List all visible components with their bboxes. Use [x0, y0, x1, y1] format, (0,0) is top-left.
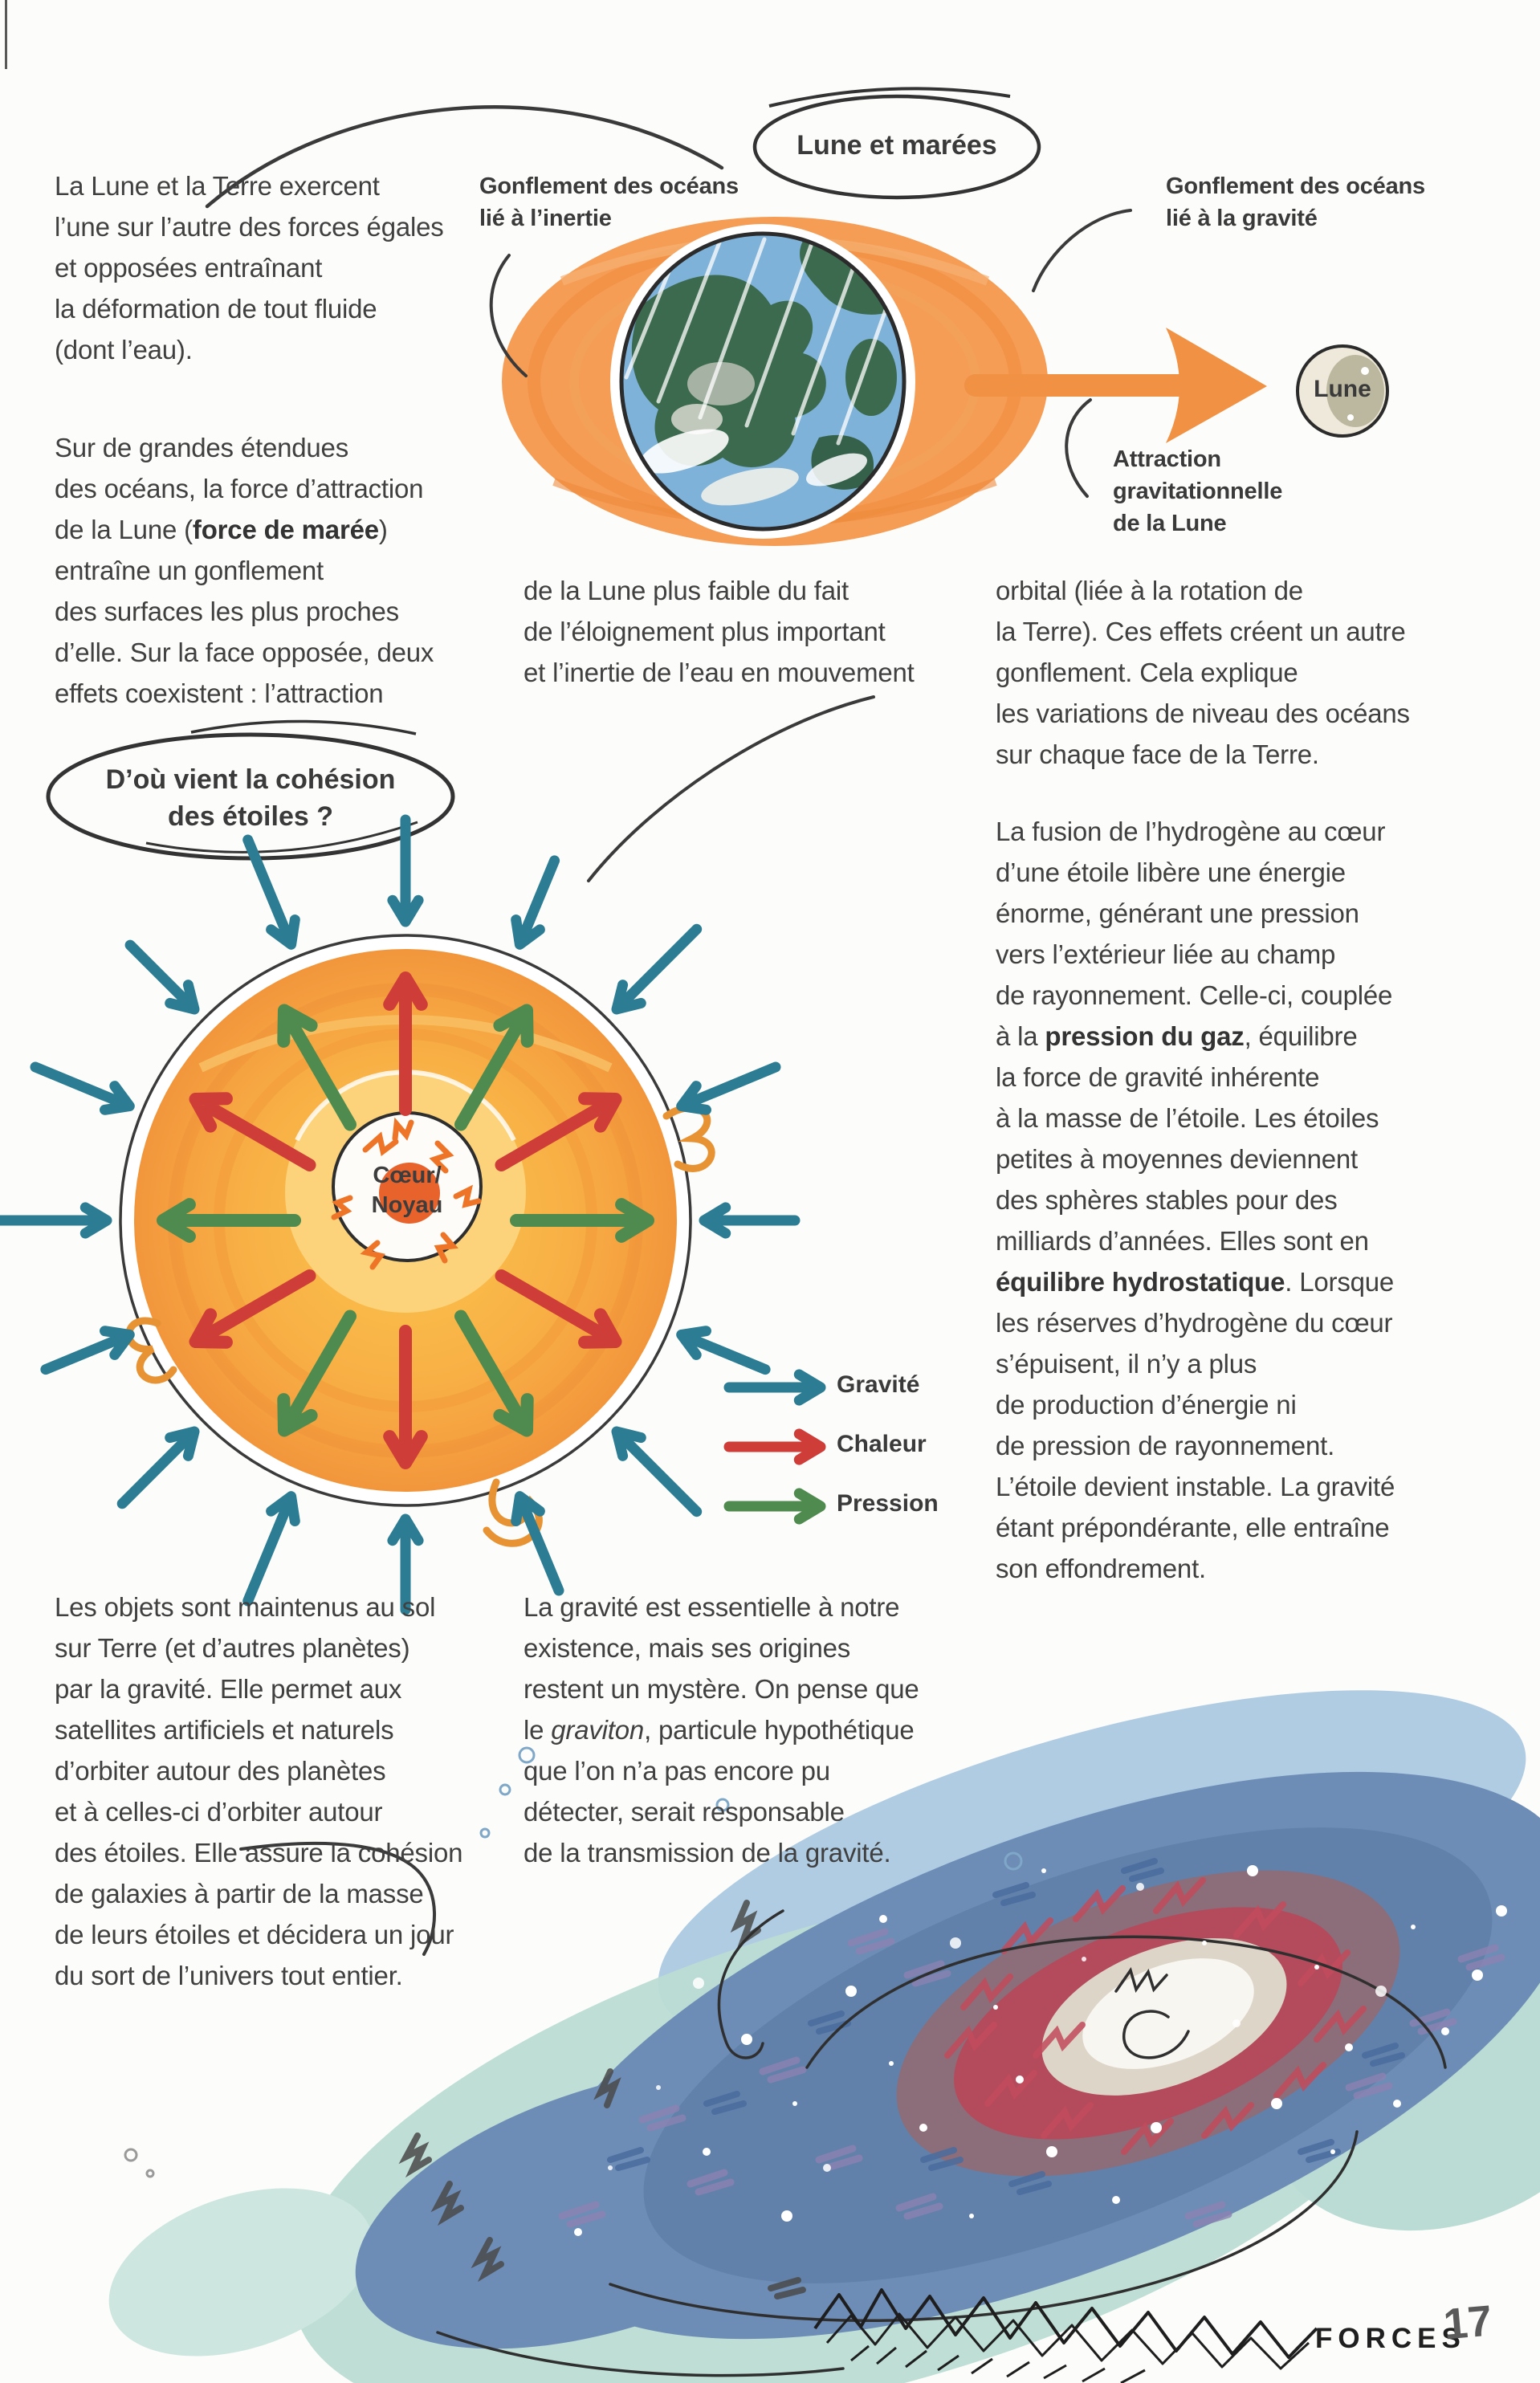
text-line: Cœur/	[373, 1163, 442, 1188]
text-line: des surfaces les plus proches	[55, 597, 399, 626]
star-dot	[919, 2124, 927, 2132]
text-line: s’épuisent, il n’y a plus	[996, 1349, 1257, 1379]
text-line: son effondrement.	[996, 1554, 1207, 1583]
arrow	[35, 1067, 129, 1110]
star-dot	[1441, 2027, 1449, 2035]
text-line: la Terre). Ces effets créent un autre	[996, 617, 1406, 646]
star-dot	[1112, 2196, 1120, 2204]
text-line: D’où vient la cohésion	[105, 764, 396, 795]
gravity-mid-paragraph	[524, 1587, 919, 1873]
text-line: Sur de grandes étendues	[55, 433, 349, 462]
arrow	[729, 1375, 821, 1400]
text-line: d’une étoile libère une énergie	[996, 857, 1346, 887]
text-line: de la transmission de la gravité.	[524, 1838, 891, 1868]
star-section-swoosh-line	[589, 697, 874, 881]
text-line: que l’on n’a pas encore pu	[524, 1756, 830, 1786]
text-line: effets coexistent : l’attraction	[55, 678, 384, 708]
text-line: à la pression du gaz, équilibre	[996, 1021, 1358, 1051]
text-line: (dont l’eau).	[55, 335, 193, 365]
star-dot	[1375, 1986, 1387, 1997]
text-line: Gonflement des océans	[1166, 173, 1425, 199]
text-line: de leurs étoiles et décidera un jour	[55, 1920, 454, 1949]
arrow	[704, 1208, 795, 1233]
star-dot	[741, 2034, 752, 2045]
text-line: les variations de niveau des océans	[996, 699, 1410, 728]
text-line: des étoiles. Elle assure la cohésion	[55, 1838, 463, 1868]
text-line: de la Lune plus faible du fait	[524, 576, 849, 605]
arrow	[393, 820, 418, 922]
text-line: de galaxies à partir de la masse	[55, 1879, 424, 1908]
star-dot	[703, 2148, 711, 2156]
gravity-label-connector	[1033, 210, 1131, 291]
legend-label-gravity: Gravité	[837, 1371, 920, 1398]
tiny-circle-doodles	[125, 2149, 153, 2177]
tides-left-column	[55, 427, 434, 714]
arrow	[248, 1497, 295, 1601]
star-dot	[950, 1937, 961, 1949]
stars-question	[48, 761, 453, 835]
label-attraction	[1113, 443, 1282, 540]
label-inertia	[479, 170, 739, 234]
text-line: et l’inertie de l’eau en mouvement	[524, 658, 915, 687]
text-line: lié à la gravité	[1166, 206, 1318, 231]
text-line: entraîne un gonflement	[55, 556, 324, 585]
star-dot	[1082, 1957, 1086, 1961]
text-line: L’étoile devient instable. La gravité	[996, 1472, 1395, 1501]
star-dot	[879, 1915, 887, 1923]
text-line: vers l’extérieur liée au champ	[996, 939, 1336, 969]
text-line: le graviton, particule hypothétique	[524, 1715, 915, 1745]
arrow	[617, 929, 697, 1009]
text-line: de pression de rayonnement.	[996, 1431, 1335, 1460]
text-line: La fusion de l’hydrogène au cœur	[996, 817, 1386, 846]
label-gravity	[1166, 170, 1425, 234]
text-line: la déformation de tout fluide	[55, 294, 377, 324]
moon-label: Lune	[1314, 376, 1371, 402]
text-line: des étoiles ?	[168, 801, 333, 832]
text-line: et à celles-ci d’orbiter autour	[55, 1797, 383, 1827]
star-dot	[845, 1986, 857, 1997]
star-dot	[693, 1978, 704, 1989]
star-dot	[1330, 2149, 1335, 2154]
tides-title: Lune et marées	[796, 130, 997, 161]
arrow	[729, 1434, 821, 1460]
star-dot	[993, 2005, 998, 2010]
text-line: des sphères stables pour des	[996, 1185, 1338, 1215]
text-line: petites à moyennes deviennent	[996, 1144, 1359, 1174]
star-dot	[1411, 1925, 1416, 1929]
text-line: satellites artificiels et naturels	[55, 1715, 394, 1745]
text-line: sur Terre (et d’autres planètes)	[55, 1633, 410, 1663]
arrow	[516, 861, 555, 944]
text-line: les réserves d’hydrogène du cœur	[996, 1308, 1393, 1338]
text-line: l’une sur l’autre des forces égales	[55, 212, 444, 242]
star-dot	[1151, 2122, 1162, 2133]
text-line: la force de gravité inhérente	[996, 1062, 1320, 1092]
gravity-left-paragraph	[55, 1587, 462, 1996]
text-line: Gonflement des océans	[479, 173, 739, 199]
star-dot	[574, 2228, 582, 2236]
text-line: des océans, la force d’attraction	[55, 474, 424, 503]
star-dot	[781, 2210, 792, 2222]
text-line: de la Lune (force de marée)	[55, 515, 388, 544]
text-line: de l’éloignement plus important	[524, 617, 886, 646]
text-line: d’orbiter autour des planètes	[55, 1756, 386, 1786]
scan-edge-mark	[5, 0, 7, 69]
tides-right-column	[996, 570, 1410, 775]
star-dot	[608, 2165, 613, 2170]
star-dot	[1345, 2043, 1353, 2051]
legend-label-pressure: Pression	[837, 1490, 939, 1517]
stars-paragraph	[996, 811, 1395, 1589]
text-line: orbital (liée à la rotation de	[996, 576, 1303, 605]
arrow	[617, 1432, 697, 1512]
text-line: de production d’énergie ni	[996, 1390, 1297, 1420]
text-line: par la gravité. Elle permet aux	[55, 1674, 402, 1704]
tides-mid-column	[524, 570, 915, 693]
text-line: détecter, serait responsable	[524, 1797, 845, 1827]
legend-arrows	[729, 1375, 821, 1519]
star-dot	[1041, 1868, 1046, 1873]
star-dot	[1496, 1905, 1507, 1917]
text-line: Noyau	[371, 1192, 443, 1218]
text-line: d’elle. Sur la face opposée, deux	[55, 638, 434, 667]
text-line: énorme, générant une pression	[996, 898, 1359, 928]
text-line: de la Lune	[1113, 511, 1227, 536]
arrow	[46, 1331, 129, 1370]
arrow	[130, 945, 194, 1009]
star-dot	[1202, 1941, 1207, 1945]
arrow	[729, 1493, 821, 1519]
star-core-label	[335, 1161, 479, 1220]
text-line: sur chaque face de la Terre.	[996, 739, 1319, 769]
star-dot	[1016, 2075, 1024, 2084]
star-dot	[1393, 2100, 1401, 2108]
text-line: milliards d’années. Elles sont en	[996, 1226, 1369, 1256]
arrow	[0, 1208, 107, 1233]
text-line: gonflement. Cela explique	[996, 658, 1298, 687]
star-dot	[823, 2164, 831, 2172]
text-line: et opposées entraînant	[55, 253, 323, 283]
earth-illustration	[610, 224, 915, 539]
text-line: La gravité est essentielle à notre	[524, 1592, 900, 1622]
attraction-label-connector	[1066, 400, 1090, 496]
text-line: du sort de l’univers tout entier.	[55, 1961, 403, 1990]
text-line: gravitationnelle	[1113, 479, 1283, 504]
text-line: équilibre hydrostatique. Lorsque	[996, 1267, 1395, 1297]
star-dot	[1046, 2146, 1057, 2157]
text-line: étant prépondérante, elle entraîne	[996, 1513, 1390, 1542]
intro-paragraph	[55, 165, 444, 370]
arrow	[122, 1432, 194, 1504]
star-dot	[1472, 1970, 1483, 1981]
footer-section-title: FORCES	[1315, 2323, 1466, 2354]
star-dot	[1136, 1883, 1144, 1891]
text-line: à la masse de l’étoile. Les étoiles	[996, 1103, 1379, 1133]
text-line: restent un mystère. On pense que	[524, 1674, 919, 1704]
star-dot	[1247, 1865, 1258, 1876]
text-line: Les objets sont maintenus au sol	[55, 1592, 436, 1622]
star-dot	[1271, 2098, 1282, 2109]
legend-label-heat: Chaleur	[837, 1431, 927, 1457]
arrow	[682, 1331, 765, 1370]
star-dot	[889, 2061, 894, 2066]
star-dot	[656, 2085, 661, 2090]
star-dot	[1232, 2019, 1241, 2027]
star-dot	[1314, 1965, 1319, 1970]
text-line: Attraction	[1113, 446, 1221, 472]
star-dot	[969, 2214, 974, 2218]
text-line: de rayonnement. Celle-ci, couplée	[996, 980, 1393, 1010]
text-line: lié à l’inertie	[479, 206, 612, 231]
arrow	[682, 1067, 776, 1110]
text-line: existence, mais ses origines	[524, 1633, 851, 1663]
text-line: La Lune et la Terre exercent	[55, 171, 380, 201]
footer-page-number: 17	[1441, 2296, 1494, 2349]
star-dot	[792, 2101, 797, 2106]
